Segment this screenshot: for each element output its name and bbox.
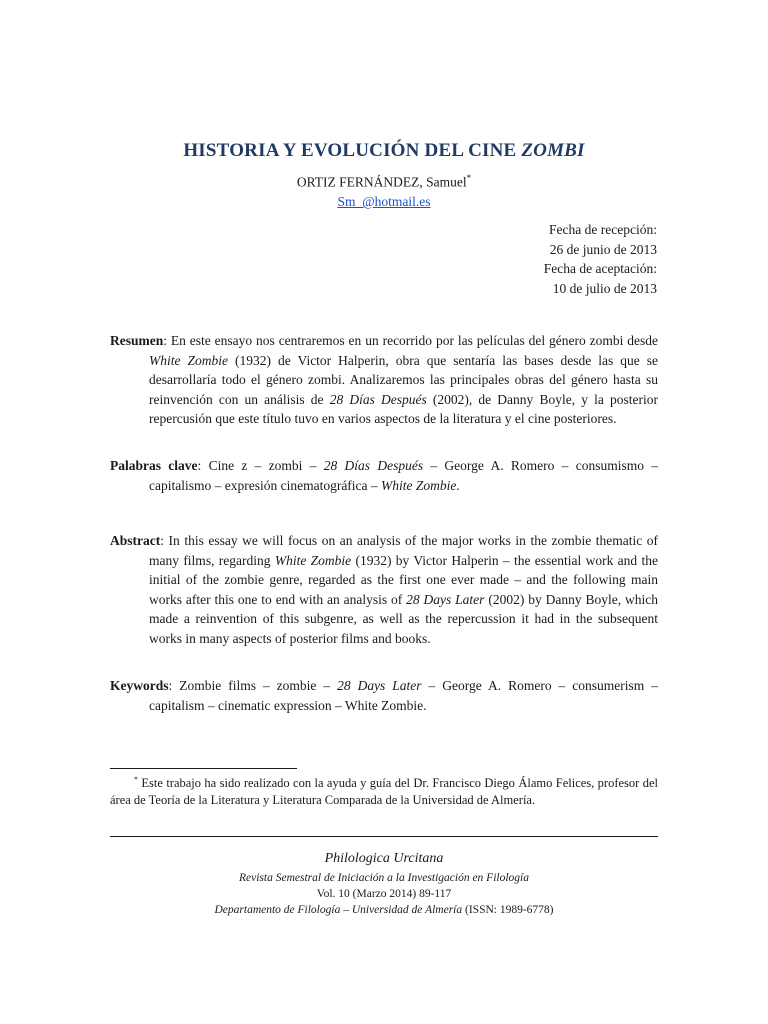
footnote-marker: * <box>134 775 138 784</box>
journal-dept: Departamento de Filología – Universidad de Almería <box>214 904 463 916</box>
palabras-italic-2: White Zombie <box>381 477 457 493</box>
palabras-italic-1: 28 Días Después <box>323 458 424 473</box>
title-italic: ZOMBI <box>521 140 585 161</box>
journal-subtitle <box>110 870 658 886</box>
resumen-italic-2: 28 Días Después <box>329 391 427 407</box>
abstract-italic-1: White Zombie <box>274 552 352 568</box>
keywords-text-1: : Zombie films – zombie – <box>168 678 338 693</box>
resumen-italic-1: White Zombie <box>149 352 228 368</box>
abstract-text-2: (1932) by Victor Halperin – the essential work and the initial of the zombie genre, regarded as the first one ever made – and the following main works after this one to end with an analysis of <box>149 552 658 607</box>
received-date: 26 de junio de 2013 <box>549 241 657 257</box>
resumen-text-1: : En este ensayo nos centraremos en un recorrido por las películas del género zombi desde <box>163 333 658 348</box>
keywords-paragraph <box>110 676 658 715</box>
abstract-text-3: (2002) by Danny Boyle, which made a reinvention of this subgenre, as well as the repercussion it had in the subsequent works in many aspects of posterior films and books. <box>149 591 659 646</box>
resumen-label: Resumen <box>110 333 164 348</box>
palabras-clave-label: Palabras clave <box>110 458 198 473</box>
title-text: HISTORIA Y EVOLUCIÓN DEL CINE <box>183 140 522 161</box>
footnote-mark: * <box>466 173 472 183</box>
palabras-text-1: : Cine z – zombi – <box>197 458 324 473</box>
author-name: ORTIZ FERNÁNDEZ, Samuel <box>296 174 467 190</box>
paper-title <box>0 140 768 162</box>
keywords-label: Keywords <box>110 678 169 693</box>
journal-footer <box>110 848 658 918</box>
footnote-text: Este trabajo ha sido realizado con la ayuda y guía del Dr. Francisco Diego Álamo Felices, profesor del área de Teoría de la Literatura y Literatura Comparada de la Universidad de Almería. <box>110 776 658 807</box>
accepted-date: 10 de julio de 2013 <box>552 280 657 296</box>
abstract-italic-2: 28 Days Later <box>406 591 485 607</box>
resumen-text-2: (1932) de Victor Halperin, obra que sentaría las bases desde las que se desarrollaría todo el género zombi. Analizaremos las principales obras del género hasta su reinvención con un análisis de <box>149 352 658 407</box>
journal-issn: (ISSN: 1989-6778) <box>462 904 554 916</box>
email-line <box>0 194 768 210</box>
received-label: Fecha de recepción: <box>549 222 657 237</box>
abstract-label: Abstract <box>110 533 161 548</box>
footnote <box>110 772 658 808</box>
dates-block <box>544 220 657 298</box>
journal-dept-line <box>110 902 658 918</box>
resumen-paragraph <box>110 331 658 429</box>
resumen-text-3: (2002), de Danny Boyle, y la posterior repercusión que este título tuvo en varios aspectos de la literatura y el cine posteriores. <box>149 391 658 426</box>
email-link[interactable]: Sm_@hotmail.es <box>337 194 431 209</box>
palabras-text-3: . <box>456 477 460 493</box>
journal-name: Philologica Urcitana <box>324 851 444 866</box>
footnote-divider <box>110 768 297 769</box>
keywords-italic-1: 28 Days Later <box>337 678 422 693</box>
accepted-label: Fecha de aceptación: <box>543 261 657 276</box>
journal-subtitle-text: Revista Semestral de Iniciación a la Investigación en Filología <box>239 872 529 884</box>
abstract-paragraph <box>110 531 658 648</box>
palabras-text-2: – George A. Romero – consumismo – capitalismo – expresión cinematográfica – <box>149 458 658 493</box>
journal-divider <box>110 836 658 837</box>
palabras-clave-paragraph <box>110 456 658 495</box>
abstract-text-1: : In this essay we will focus on an analysis of the major works in the zombie thematic of many films, regarding <box>149 533 658 568</box>
journal-volume: Vol. 10 (Marzo 2014) 89-117 <box>316 888 452 900</box>
keywords-text-2: – George A. Romero – consumerism – capitalism – cinematic expression – White Zombie. <box>149 678 658 713</box>
author-line <box>0 173 768 191</box>
